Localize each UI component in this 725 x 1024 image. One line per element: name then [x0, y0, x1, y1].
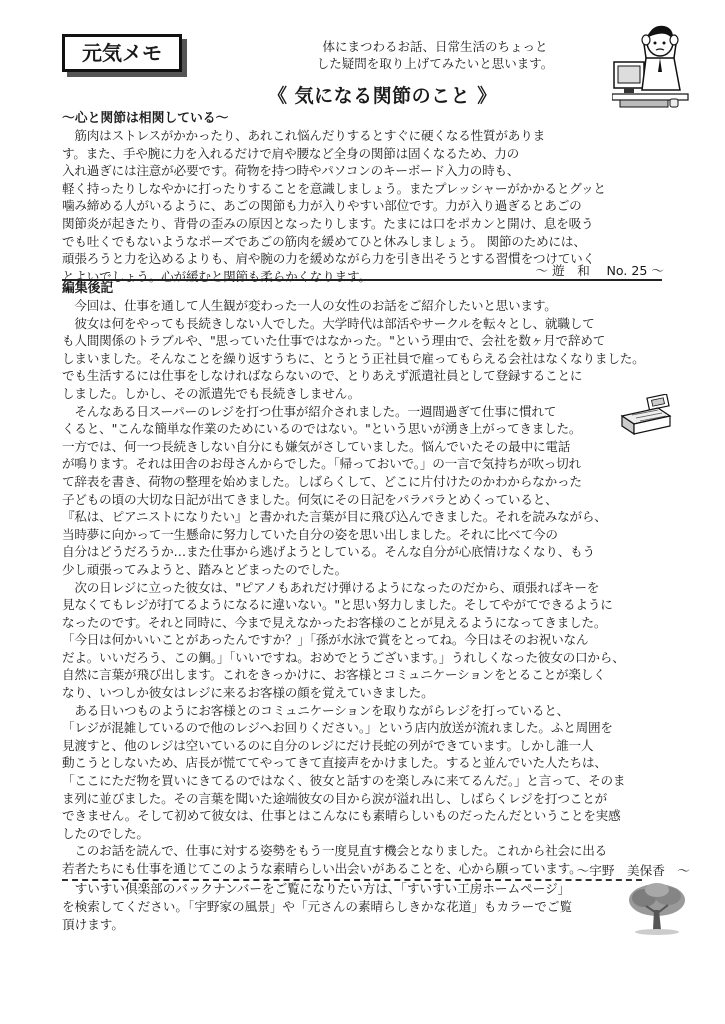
intro-text: 体にまつわるお話、日常生活のちょっと した疑問を取り上げてみたいと思います。: [316, 39, 554, 71]
article2-author: ～宇野 美保香 ～: [576, 863, 690, 878]
page-badge: 元気メモ: [62, 34, 182, 72]
article2-body: 今回は、仕事を通して人生観が変わった一人の女性のお話をご紹介したいと思います。 彼女は何をやっても長続きしない人でした。大学時代は部活やサークルを転々とし、就職して も人間関係のトラブルや、"思っていた仕事ではなかった。"という理由で、会社を数ヶ月で辞めて しまいました。そんなことを繰り返すうちに、とうとう正社員で雇ってもらえる会社はなくなりました。 でも生活するには仕事をしなければならないので、とりあえず派遣社員として登録することに しました。しかし、その派遣先でも長続きしません。 そんなある日スーパーのレジを打つ仕事が紹介されました。一週間過ぎて仕事に慣れて くると、"こんな簡単な作業のためにいるのではない。"という思いが湧き上がってきました。 一方では、何一つ長続きしない自分にも嫌気がさしていました。悩んでいたその最中に電話 が鳴ります。それは田舎のお母さんからでした。「帰っておいで。」の一言で気持ちが吹っ切れ て辞表を書き、荷物の整理を始めました。しばらくして、どこに片付けたのかわからなかった 子どもの頃の大切な日記が出てきました。何気にその日記をパラパラとめくっていると、 『私は、ピアニストになりたい』と書かれた言葉が目に飛び込んできました。それを読みながら、 当時夢に向かって一生懸命に努力していた自分の姿を思い出しました。それに比べて今の 自分はどうだろうか…また仕事から逃げようとしている。そんな自分が心底情けなくなり、もう 少し頑張ってみようと、踏みとどまったのでした。 次の日レジに立った彼女は、"ピアノもあれだけ弾けるようになったのだから、頑張ればキーを 見なくてもレジが打てるようになるに違いない。"と思い努力しました。そしてやがてできるように なったのです。それと同時に、今まで見えなかったお客様のことが見えるようになってきました。 「今日は何かいいことがあったんですか？」「孫が水泳で賞をとってね。今日はそのお祝いなん だよ。いいだろう、この鯛。」「いいですね。おめでとうございます。」うれしくなった彼女の口から、 自然に言葉が飛び出します。これをきっかけに、お客様とコミュニケーションをとることが楽しく なり、いつしか彼女はレジに来るお客様の顔を覚えていきました。 ある日いつものようにお客様とのコミュニケーションを取りながらレジを打っていると、 「レジが混雑しているので他のレジへお回りください。」という店内放送が流れました。ふと周囲を 見渡すと、他のレジは空いているのに自分のレジにだけ長蛇の列ができています。しかし誰一人 動こうとしないため、店長が慌ててやってきて直接声をかけました。すると並んでいた人たちは、 「ここにただ物を買いにきてるのではなく、彼女と話すのを楽しみに来てるんだ。」と言って、そのま ま列に並びました。その言葉を聞いた途端彼女の目から涙が溢れ出し、しばらくレジを打つことが できません。そして初めて彼女は、仕事とはこんなにも素晴らしいものだったんだということを実感 したのでした。 このお話を読んで、仕事に対する姿勢をもう一度見直す機会となりました。これから社会に出る 若者たちにも仕事を通じてこのような素晴らしい出会いがあることを、心から願っています。: [62, 298, 645, 876]
tree-icon: [624, 880, 690, 938]
main-title: 《 気になる関節のこと 》: [268, 85, 497, 107]
article1-author: ～ 遊 和 No. 25 ～: [535, 263, 664, 278]
article1-heading: ～心と関節は相関している～: [62, 111, 229, 126]
worried-person-at-computer-icon: [612, 20, 690, 112]
article2-heading: 編集後記: [62, 281, 114, 296]
article1-body: 筋肉はストレスがかかったり、あれこれ悩んだりするとすぐに硬くなる性質がありま す。また、手や腕に力を入れるだけで肩や腰など全身の関節は固くなるため、力の 入れ過ぎには注意が必要です。荷物を持つ時やパソコンのキーボード入力の時も、 軽く持ったりしなやかに打ったりすることを意識しましょう。またプレッシャーがかかるとグッと 噛み締める人がいるように、あごの関節も力が入りやすい部位です。力が入り過ぎるとあごの 関節炎が起きたり、背骨の歪みの原因となったりします。たまには口をポカンと開け、息を吸う でも吐くでもないようなポーズであごの筋肉を緩めてひと休みしましょう。 関節のためには、 頑張ろうと力を込めるよりも、肩や腕の力を緩めながら力を引き出そうとする習慣をつけていく とよいでしょう。心が緩むと関節も柔らかくなります。: [62, 128, 606, 284]
footer-text: すいすい倶楽部のバックナンバーをご覧になりたい方は、「すいすい工房ホームページ」 を検索してください。「宇野家の風景」や「元さんの素晴らしきかな花道」もカラーでご覧 頂けます。: [62, 881, 573, 932]
section-divider: [62, 279, 662, 281]
cash-register-icon: [618, 394, 674, 438]
